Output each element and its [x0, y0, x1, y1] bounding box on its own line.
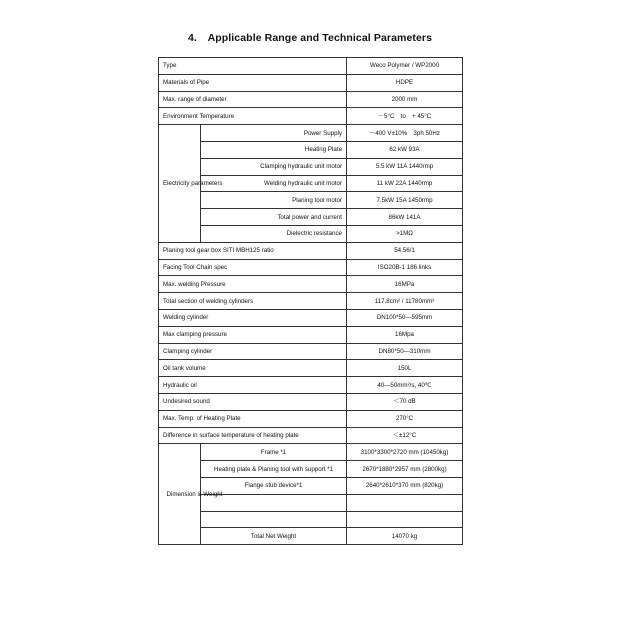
dimension-weight-label-text: Dimension & Weight [166, 490, 223, 498]
param-value: 11 kW 22A 1440rmp [347, 175, 463, 192]
param-label: Welding cylinder [159, 309, 347, 326]
param-value: 5.5 kW 11A 1440rmp [347, 158, 463, 175]
param-label: Planing tool gear box SITI MBH125 ratio [159, 242, 347, 259]
table-row [159, 326, 463, 343]
param-value: 117.8cm² / 11780mm² [347, 293, 463, 310]
table-row [159, 259, 463, 276]
param-label: Clamping hydraulic unit motor [201, 158, 347, 175]
param-value: ＜70 dB [347, 393, 463, 410]
param-value: DN80*50—310mm [347, 343, 463, 360]
param-label: Total Net Weight [201, 528, 347, 545]
param-value: 16MPa [347, 276, 463, 293]
technical-parameters-table [158, 57, 463, 545]
param-label: Max. Temp. of Heating Plate [159, 410, 347, 427]
table-row [159, 108, 463, 125]
param-value: 86kW 141A [347, 209, 463, 226]
param-label: Max clamping pressure [159, 326, 347, 343]
param-value: ＜±12°C [347, 427, 463, 444]
param-label: Total section of welding cylinders [159, 293, 347, 310]
empty-cell [201, 511, 347, 528]
param-label: Heating Plate [201, 141, 347, 158]
param-value: 16Mpa [347, 326, 463, 343]
param-label: Materials of Pipe [159, 74, 347, 91]
param-value: 14070 kg [347, 528, 463, 545]
param-label: Environment Temperature [159, 108, 347, 125]
electricity-group-label: Electricity parameters [159, 125, 201, 243]
param-value: 40—50mm²/s, 40℃ [347, 377, 463, 394]
param-label: Flange stub device*1 [201, 477, 347, 494]
param-label: Max. welding Pressure [159, 276, 347, 293]
table-row [159, 377, 463, 394]
table-row [159, 209, 463, 226]
empty-cell [347, 511, 463, 528]
param-label: Hydraulic oil [159, 377, 347, 394]
table-row [159, 528, 463, 545]
param-value: 2000 mm [347, 91, 463, 108]
table-row [159, 242, 463, 259]
param-label: Total power and current [201, 209, 347, 226]
section-heading [0, 32, 620, 44]
param-value: 54.56/1 [347, 242, 463, 259]
param-value: 2640*2610*370 mm (820kg) [347, 477, 463, 494]
table-row [159, 158, 463, 175]
table-row [159, 410, 463, 427]
param-value: ～400 V±10% 3ph 50Hz [347, 125, 463, 142]
param-value: 7.5kW 15A 1450rmp [347, 192, 463, 209]
section-number: 4. [187, 32, 197, 44]
param-value: 150L [347, 360, 463, 377]
param-label: Type [159, 58, 347, 75]
param-value: Weco Polymer / WP2000 [347, 58, 463, 75]
table-row [159, 74, 463, 91]
table-row [159, 461, 463, 478]
table-row [159, 427, 463, 444]
param-label: Max. range of diameter [159, 91, 347, 108]
empty-cell [201, 494, 347, 511]
table-row [159, 192, 463, 209]
param-value: 3100*3300*2720 mm (10450kg) [347, 444, 463, 461]
table-row [159, 309, 463, 326]
table-row [159, 360, 463, 377]
param-label: Undesired sound [159, 393, 347, 410]
table-row [159, 293, 463, 310]
param-label: Heating plate & Planing tool with support *1 [201, 461, 347, 478]
param-value: >1MΩ [347, 225, 463, 242]
dimension-weight-group-label [159, 444, 223, 545]
param-value: 270°C [347, 410, 463, 427]
param-label: Welding hydraulic unit motor [201, 175, 347, 192]
param-label: Power Supply [201, 125, 347, 142]
param-label: Planing tool motor [201, 192, 347, 209]
param-label: Facing Tool Chain spec [159, 259, 347, 276]
table-row [159, 444, 463, 461]
table-row [159, 393, 463, 410]
table-row [159, 276, 463, 293]
table-row [159, 91, 463, 108]
param-label: Clamping cylinder [159, 343, 347, 360]
param-value: ISO20B-1 186 links [347, 259, 463, 276]
param-value: －5°C to + 45°C [347, 108, 463, 125]
param-value: 2670*1880*2957 mm (2800kg) [347, 461, 463, 478]
param-label: Dielectric resistance [201, 225, 347, 242]
param-value: HDPE [347, 74, 463, 91]
param-label: Difference in surface temperature of heating plate [159, 427, 347, 444]
table-row [159, 141, 463, 158]
section-title: Applicable Range and Technical Parameters [207, 32, 433, 44]
table-row [159, 125, 463, 142]
table-row [159, 511, 463, 528]
param-value: DN100*50—595mm [347, 309, 463, 326]
param-value: 62 kW 93A [347, 141, 463, 158]
empty-cell [347, 494, 463, 511]
table-row [159, 58, 463, 75]
table-row [159, 225, 463, 242]
table-row [159, 343, 463, 360]
param-label: Frame *1 [201, 444, 347, 461]
param-label: Oil tank volume [159, 360, 347, 377]
